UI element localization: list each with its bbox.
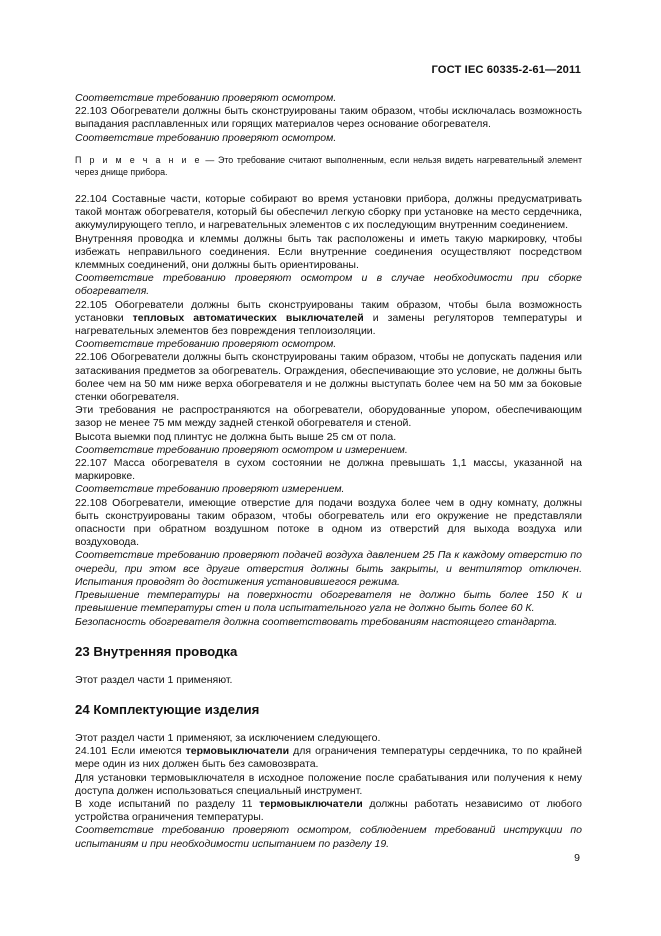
compliance-text: Соответствие требованию проверяют измерением. — [75, 483, 345, 496]
page-number: 9 — [574, 852, 580, 864]
compliance-text: Соответствие требованию проверяют осмотром. — [75, 92, 337, 104]
term-thermal-cutouts: тепловых автоматических выключателей — [132, 311, 364, 324]
term-thermal-cutouts: термовыключатели — [259, 797, 363, 810]
section-23-heading: 23 Внутренняя проводка — [75, 643, 238, 659]
compliance-text: Соответствие требованию проверяют осмотром и в случае необходимости при сборке обогревателя. — [75, 272, 582, 298]
compliance-text: Соответствие требованию проверяют осмотром и измерением. — [75, 443, 408, 456]
section-24-intro: Этот раздел части 1 применяют, за исключением следующего. — [75, 731, 381, 744]
clause-24-101: 24.101 Если имеются термовыключатели для ограничения температуры сердечника, то по крайней мере один из них должен быть без самовозврата. — [75, 745, 582, 771]
clause-22-104: 22.104 Составные части, которые собирают во время установки прибора, должны предусматривать такой монтаж обогревателя, который бы обеспечил легкую сборку при установке на место сердечника, аккумулирующего тепло, и нагревательных элементов с их последующим внутренним соединением. — [75, 193, 582, 232]
paragraph-clause-11: В ходе испытаний по разделу 11 термовыключатели должны работать независимо от любого устройства ограничения температуры. — [75, 797, 583, 824]
clause-22-107: 22.107 Масса обогревателя в сухом состоянии не должна превышать 1,1 массы, указанной на маркировке. — [75, 457, 582, 483]
section-24-heading: 24 Комплектующие изделия — [75, 701, 260, 717]
paragraph-wiring: Внутренняя проводка и клеммы должны быть так расположены и иметь такую маркировку, чтобы избежать неправильного соединения. Если внутренние соединения осуществляют посредством клеммных соединений, они должны быть ориентированы. — [75, 232, 582, 272]
clause-22-106: 22.106 Обогреватели должны быть сконструированы таким образом, чтобы не допускать падения или затаскивания предметов за обогреватель. Ограждения, обеспечивающие это условие, не должны быть более чем на 50 мм ниже верха обогревателя и не должны выступать более чем на 50 мм за боковые стенки обогревателя. — [75, 351, 582, 404]
compliance-text: Соответствие требованию проверяют осмотром. — [75, 338, 337, 351]
compliance-text: Превышение температуры на поверхности обогревателя не должно быть более 150 К и превышение температуры стен и пола испытательного угла не должно быть более 60 К. — [75, 589, 582, 615]
standard-header: ГОСТ IEC 60335-2-61—2011 — [431, 64, 581, 76]
document-body — [75, 92, 582, 851]
clause-22-105: 22.105 Обогреватели должны быть сконструированы таким образом, чтобы была возможность установки тепловых автоматических выключателей и замены регуляторов температуры и нагревательных элементов без повреждения теплоизоляции. — [75, 298, 582, 338]
section-23-text: Этот раздел части 1 применяют. — [75, 673, 233, 686]
compliance-text: Безопасность обогревателя должна соответствовать требованиям настоящего стандарта. — [75, 615, 558, 628]
compliance-text: Соответствие требованию проверяют осмотром. — [75, 131, 337, 144]
paragraph-exception: Эти требования не распространяются на обогреватели, оборудованные упором, обеспечивающим зазор не менее 75 мм между задней стенкой обогревателя и стеной. — [75, 404, 582, 430]
paragraph-reset-tool: Для установки термовыключателя в исходное положение после срабатывания или получения к нему доступа должен использоваться специальный инструмент. — [75, 771, 582, 797]
note-text: — Это требование считают выполненным, если нельзя видеть нагревательный элемент через днище прибора. — [75, 154, 583, 178]
compliance-text: Соответствие требованию проверяют подачей воздуха давлением 25 Па к каждому отверстию по очереди, при этом все другие отверстия должны быть закрыты, и вентилятор отключен. Испытания проводят до достижения установившегося режима. — [75, 549, 582, 588]
term-thermal-cutouts: термовыключатели — [185, 745, 290, 758]
paragraph-recess: Высота выемки под плинтус не должна быть выше 25 см от пола. — [75, 430, 397, 443]
note-label: П р и м е ч а н и е — [75, 154, 202, 165]
note-paragraph — [75, 154, 582, 179]
clause-22-103: 22.103 Обогреватели должны быть сконструированы таким образом, чтобы исключалась возможность выпадания расплавленных или горящих материалов через основание обогревателя. — [75, 105, 582, 131]
compliance-text: Соответствие требованию проверяют осмотром, соблюдением требований инструкции по испытаниям и при необходимости испытанием по разделу 19. — [75, 824, 582, 850]
clause-22-108: 22.108 Обогреватели, имеющие отверстие для подачи воздуха более чем в одну комнату, должны быть сконструированы таким образом, чтобы обогреватель или его окружение не представляли опасности при обратном воздушном потоке в одном из отверстий для выхода воздуха или воздуховода. — [75, 496, 582, 549]
